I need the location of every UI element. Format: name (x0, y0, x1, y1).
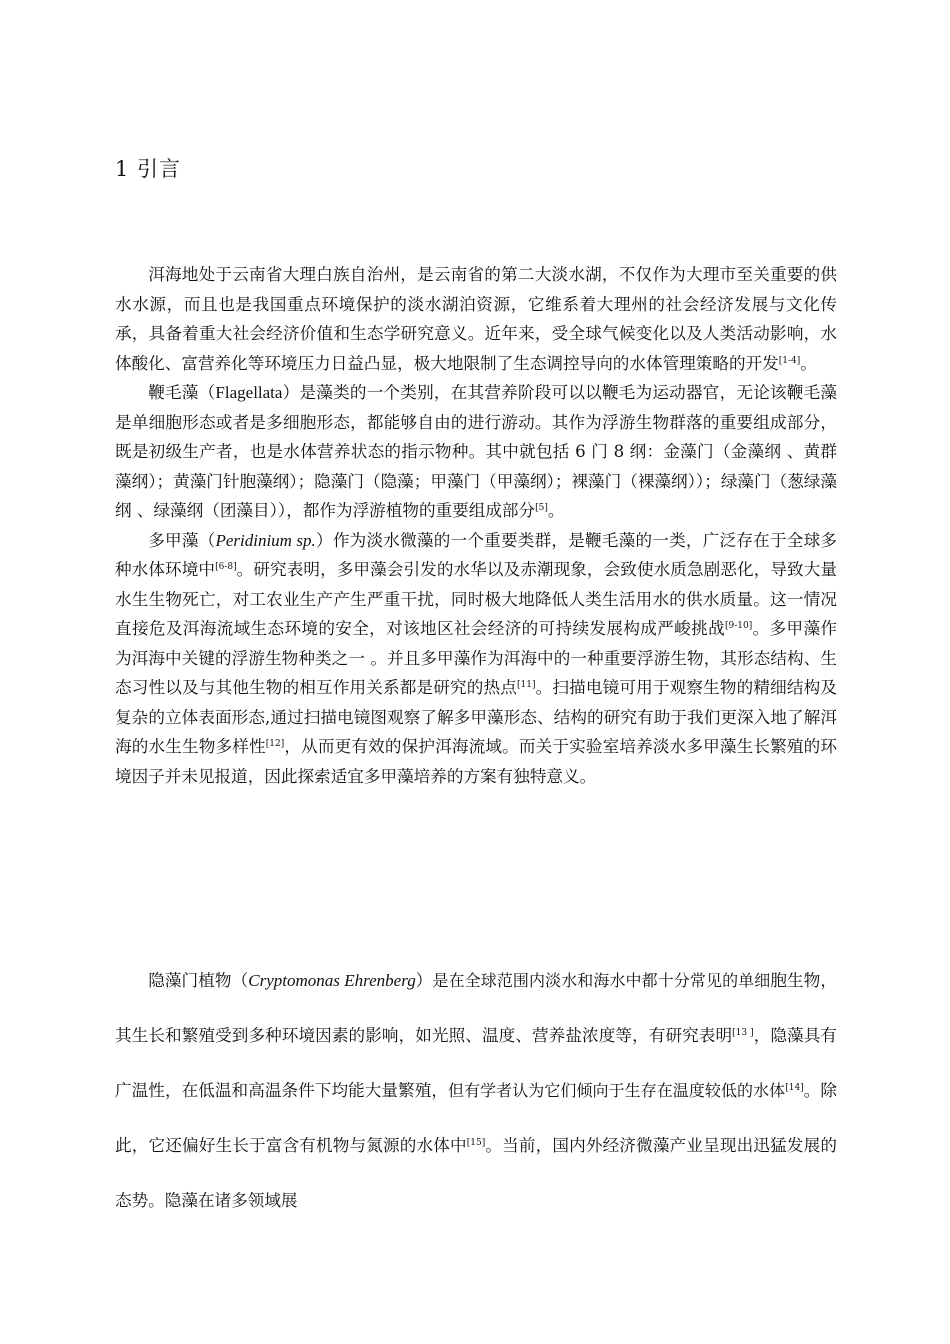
paragraph-flagellata (115, 378, 837, 526)
paragraph-text: 洱海地处于云南省大理白族自治州，是云南省的第二大淡水湖，不仅作为大理市至关重要的供水水源，而且也是我国重点环境保护的淡水湖泊资源，它维系着大理州的社会经济发展与文化传承，具备着重大社会经济价值和生态学研究意义。近年来，受全球气候变化以及人类活动影响，水体酸化、富营养化等环境压力日益凸显，极大地限制了生态调控导向的水体管理策略的开发 (115, 265, 837, 373)
paragraph-text: 胞生物，其生长和繁殖受到多种环境因素的影响，如光照、温度、营养盐浓度等，有研究表明 (115, 971, 838, 1045)
citation: [5] (535, 503, 548, 513)
paragraph-text: 。研究表明，多甲藻会引发的水华以及赤潮现象，会致使水质急剧恶化，导致大量水生生物死亡，对工农业生产产生严重干扰，同时极大地降低人类生活用水的供水质量。这一情况直接危及洱海流域生态环境的安全，对该地区社会经济的可持续发展构成严峻挑战 (115, 560, 838, 638)
citation: [1-4] (778, 355, 801, 366)
paragraph-text: 。除此，它还偏好生长于富含有机物与氮源的水体中 (115, 1081, 838, 1155)
citation: [12] (265, 739, 285, 749)
citation: [14] (785, 1083, 804, 1093)
citation: [13 ] (732, 1028, 754, 1038)
paragraph-text: 。 (547, 501, 565, 520)
citation: [9-10] (725, 621, 753, 631)
paragraph-peridinium (115, 526, 837, 792)
latin-name: Peridinium sp. (215, 530, 316, 550)
paragraph-text: ） (415, 971, 433, 990)
latin-name: Cryptomonas Ehrenberg (248, 971, 416, 990)
paragraph-cryptomonas (115, 953, 837, 1228)
paragraph-text: 是在全球范围内淡水和海水中都十分常见的单细 (432, 971, 771, 990)
citation: [11] (517, 680, 536, 690)
paragraph-text: 。多甲藻作为洱海中关键的浮游生物种类之一 。并且多甲藻作为洱海中的一种重要浮游生物，其形态结构、生态习性以及与其他生物的相互作用关系都是研究的热点 (115, 619, 838, 697)
paragraph-text: ，从而更有效的保护洱海流域。而关于实验室培养淡水多甲藻生长繁殖的环境因子并未见报道，因此探索适宜多甲藻培养的方案有独特意义。 (115, 737, 838, 786)
citation: [15] (466, 1138, 486, 1148)
paragraph-text: 鞭毛藻（ (148, 383, 216, 402)
citation: [6-8] (215, 562, 237, 572)
paragraph-text: 。当前，国内外经济微藻产业呈现出迅猛发展的态势。隐藻在诸多领域展 (115, 1136, 838, 1210)
latin-name: Flagellata (215, 383, 283, 402)
paragraph-text: ）作为淡水微藻的一个重要类群，是鞭毛藻的一类，广泛存在于全球多种水体环境中 (115, 530, 838, 579)
body-text (115, 260, 837, 791)
paragraph-text: 。 (800, 353, 817, 373)
body-text-wide (115, 953, 837, 1228)
paragraph-text: 隐藻门植物（ (148, 971, 249, 990)
paragraph-text: 但有学者认为它们倾向于生存在温度较低的水体 (448, 1081, 786, 1100)
paragraph-text: 多甲藻（ (148, 530, 216, 550)
paragraph-text: 。扫描电镜可用于观察生物的精细结构及复杂的立体表面形态,通过扫描电镜图观察了解多甲藻形态、结构的研究有助于我们更深入地了解洱海的水生生物多样性 (115, 678, 838, 756)
section-heading: 1 引言 (115, 157, 182, 181)
paragraph-text: ，隐藻具有广温性，在低温和高温条件下均能大量繁殖， (115, 1026, 838, 1100)
paragraph-erhai (115, 260, 837, 378)
paragraph-text: ）是藻类的一个类别，在其营养阶段可以以鞭毛为运动器官，无论该鞭毛藻是单细胞形态或者是多细胞形态，都能够自由的进行游动。其作为浮游生物群落的重要组成部分，既是初级生产者，也是水体营养状态的指示物种。其中就包括 6 门 8 纲：金藻门（金藻纲 、黄群藻纲）；黄藻门针胞藻纲）；隐藻门（隐藻；甲藻门（甲藻纲）；裸藻门（裸藻纲））；绿藻门（葱绿藻纲 、绿藻纲（团藻目）），都作为浮游植物的重要组成部分 (115, 383, 838, 520)
